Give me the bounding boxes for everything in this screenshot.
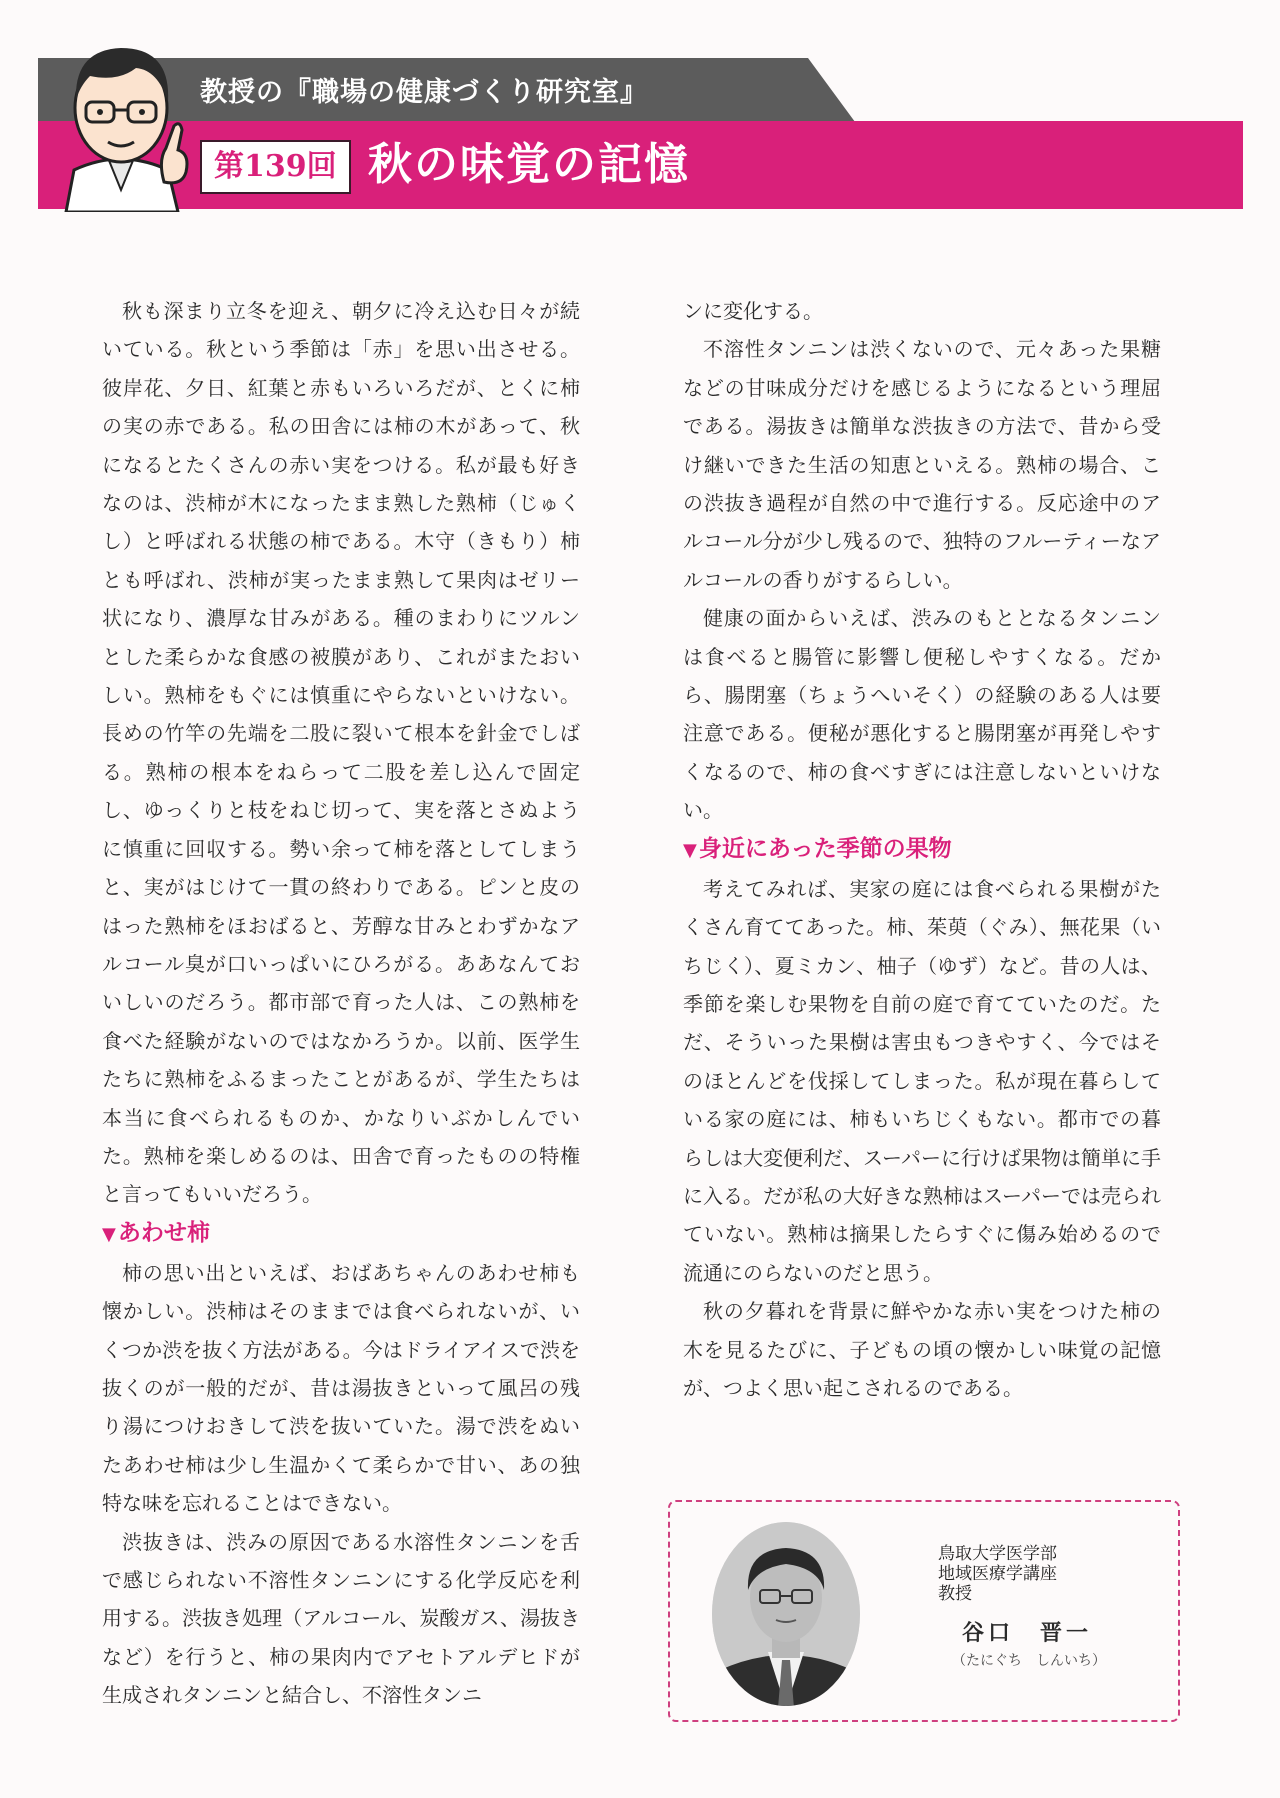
- author-name: 谷口 晋一: [962, 1621, 1093, 1646]
- paragraph: 柿の思い出といえば、おばあちゃんのあわせ柿も懐かしい。渋柿はそのままでは食べられないが、いくつか渋を抜く方法がある。今はドライアイスで渋を抜くのが一般的だが、昔は湯抜きといって風呂の残り湯につけおきして渋を抜いていた。湯で渋をぬいたあわせ柿は少し生温かくて柔らかで甘い、あの独特な味を忘れることはできない。: [102, 1260, 580, 1516]
- left-column: [102, 292, 580, 1715]
- paragraph-continuation: ンに変化する。: [683, 299, 823, 323]
- author-portrait: [710, 1520, 862, 1708]
- section-heading-awase-gaki: [102, 1214, 580, 1254]
- section-heading-text: あわせ柿: [117, 1219, 210, 1246]
- section-heading-seasonal-fruit: [683, 830, 1161, 870]
- paragraph: 秋の夕暮れを背景に鮮やかな赤い実をつけた柿の木を見るたびに、子どもの頃の懐かしい味覚の記憶が、つよく思い起こされるのである。: [683, 1299, 1161, 1400]
- section-heading-text: 身近にあった季節の果物: [698, 835, 952, 862]
- affiliation-line: 地域医療学講座: [938, 1564, 1057, 1584]
- professor-mascot-icon: [46, 30, 196, 212]
- paragraph: 秋も深まり立冬を迎え、朝夕に冷え込む日々が続いている。秋という季節は「赤」を思い出させる。彼岸花、夕日、紅葉と赤もいろいろだが、とくに柿の実の赤である。私の田舎には柿の木があって、秋になるとたくさんの赤い実をつける。私が最も好きなのは、渋柿が木になったまま熟した熟柿（じゅくし）と呼ばれる状態の柿である。木守（きもり）柿とも呼ばれ、渋柿が実ったまま熟して果肉はゼリー状になり、濃厚な甘みがある。種のまわりにツルンとした柔らかな食感の被膜があり、これがまたおいしい。熟柿をもぐには慎重にやらないといけない。長めの竹竿の先端を二股に裂いて根本を針金でしばる。熟柿の根本をねらって二股を差し込んで固定し、ゆっくりと枝をねじ切って、実を落とさぬように慎重に回収する。勢い余って柿を落としてしまうと、実がはじけて一貫の終わりである。ピンと皮のはった熟柿をほおばると、芳醇な甘みとわずかなアルコール臭が口いっぱいにひろがる。ああなんておいしいのだろう。都市部で育った人は、この熟柿を食べた経験がないのではなかろうか。以前、医学生たちに熟柿をふるまったことがあるが、学生たちは本当に食べられるものか、かなりいぶかしんでいた。熟柿を楽しめるのは、田舎で育ったものの特権と言ってもいいだろう。: [102, 299, 580, 1207]
- author-affiliation: [938, 1544, 1057, 1604]
- series-title: 教授の『職場の健康づくり研究室』: [200, 77, 648, 108]
- paragraph: 渋抜きは、渋みの原因である水溶性タンニンを舌で感じられない不溶性タンニンにする化学反応を利用する。渋抜き処理（アルコール、炭酸ガス、湯抜きなど）を行うと、柿の果肉内でアセトアルデヒドが生成されタンニンと結合し、不溶性タンニ: [102, 1529, 580, 1708]
- affiliation-line: 鳥取大学医学部: [938, 1544, 1057, 1564]
- author-box: [668, 1500, 1180, 1722]
- author-position: 教授: [938, 1584, 972, 1604]
- triangle-bullet-icon: ▼: [683, 839, 697, 861]
- author-name-reading: （たにぐち しんいち）: [952, 1653, 1106, 1669]
- triangle-bullet-icon: ▼: [102, 1223, 116, 1245]
- right-column: [683, 292, 1161, 1407]
- paragraph: 健康の面からいえば、渋みのもととなるタンニンは食べると腸管に影響し便秘しやすくなる。だから、腸閉塞（ちょうへいそく）の経験のある人は要注意である。便秘が悪化すると腸閉塞が再発しやすくなるので、柿の食べすぎには注意しないといけない。: [683, 606, 1161, 823]
- episode-title: 秋の味覚の記憶: [368, 139, 690, 190]
- episode-number-badge: 第139回: [200, 140, 351, 194]
- paragraph: 考えてみれば、実家の庭には食べられる果樹がたくさん育ててあった。柿、茱萸（ぐみ）、無花果（いちじく）、夏ミカン、柚子（ゆず）など。昔の人は、季節を楽しむ果物を自前の庭で育てていたのだ。ただ、そういった果樹は害虫もつきやすく、今ではそのほとんどを伐採してしまった。私が現在暮らしている家の庭には、柿もいちじくもない。都市での暮らしは大変便利だ、スーパーに行けば果物は簡単に手に入る。だが私の大好きな熟柿はスーパーでは売られていない。熟柿は摘果したらすぐに傷み始めるので流通にのらないのだと思う。: [683, 876, 1161, 1285]
- paragraph: 不溶性タンニンは渋くないので、元々あった果糖などの甘味成分だけを感じるようになるという理屈である。湯抜きは簡単な渋抜きの方法で、昔から受け継いできた生活の知恵といえる。熟柿の場合、この渋抜き過程が自然の中で進行する。反応途中のアルコール分が少し残るので、独特のフルーティーなアルコールの香りがするらしい。: [683, 337, 1161, 592]
